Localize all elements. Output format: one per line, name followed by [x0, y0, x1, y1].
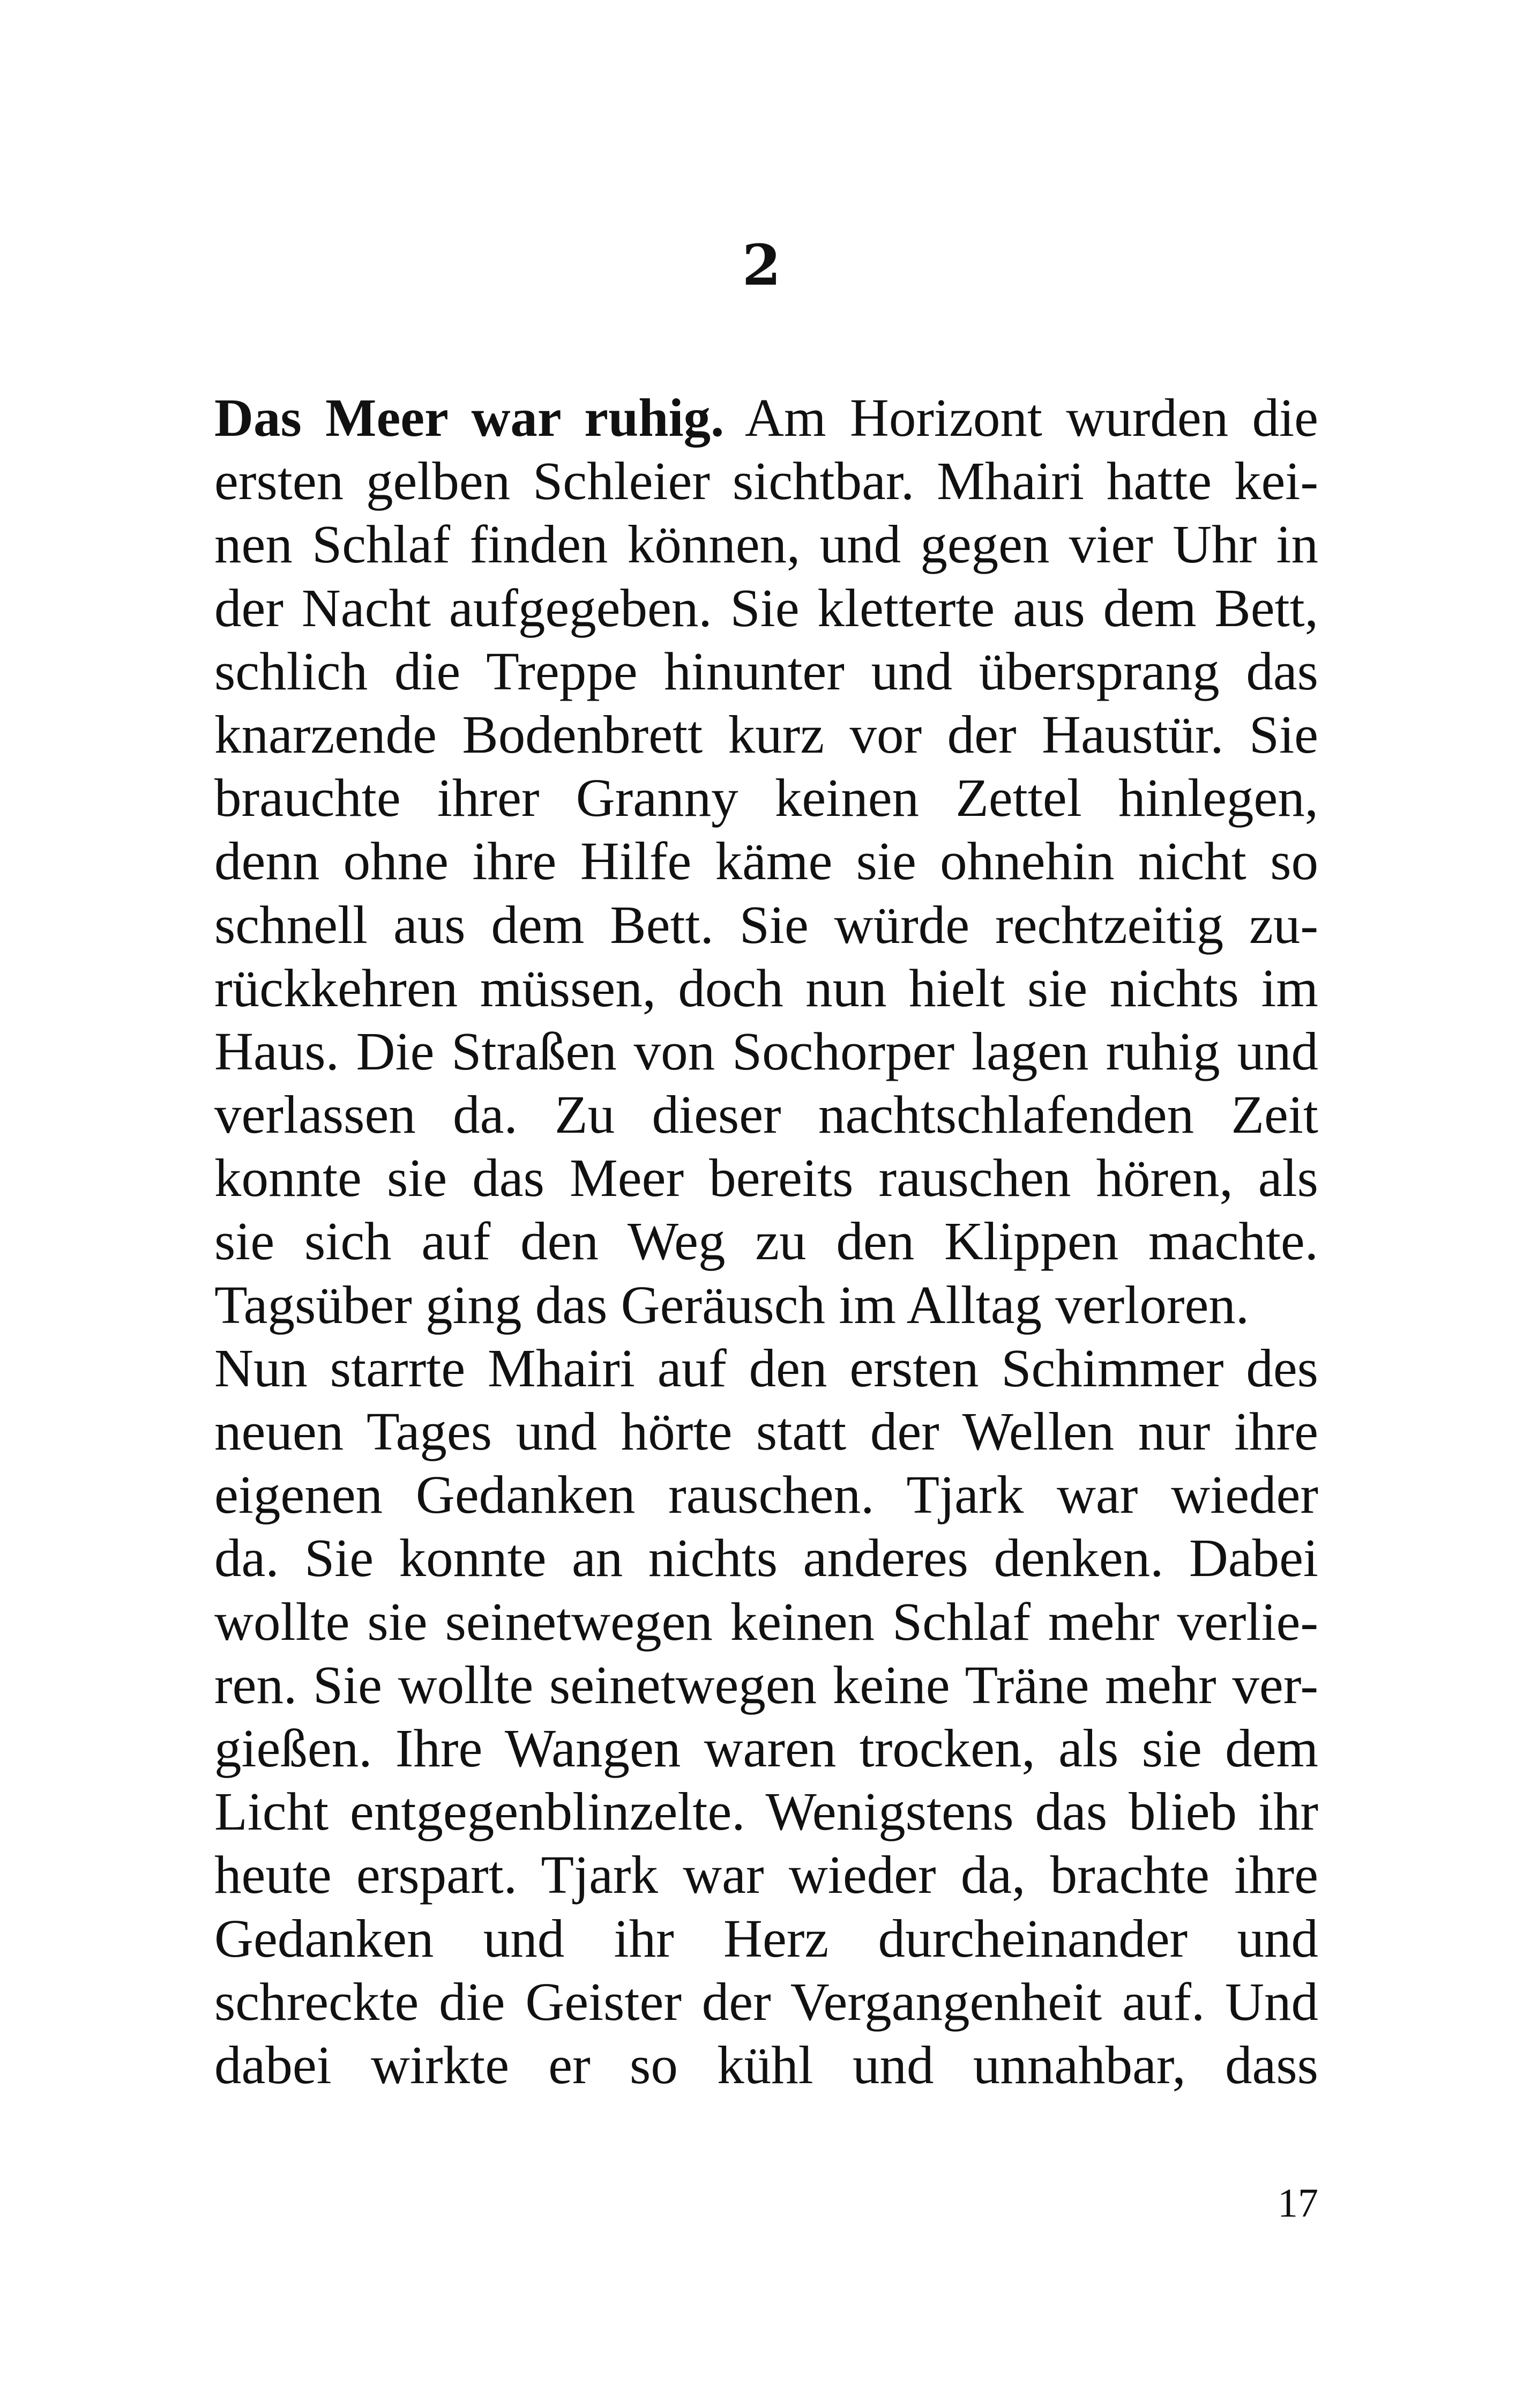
text-line: Licht entgegenblinzelte. Wenigstens das blieb ihr: [214, 1781, 1318, 1842]
page-number: 17: [1278, 2181, 1318, 2226]
text-line: konnte sie das Meer bereits rauschen hören, als: [214, 1148, 1318, 1208]
text-line: schreckte die Geister der Vergangenheit auf. Und: [214, 1971, 1318, 2032]
text-line: dabei wirkte er so kühl und unnahbar, dass: [214, 2034, 1318, 2095]
text-line: nen Schlaf finden können, und gegen vier Uhr in: [214, 514, 1318, 575]
text-line: neuen Tages und hörte statt der Wellen nur ihre: [214, 1401, 1318, 1461]
text-line: Tagsüber ging das Geräusch im Alltag verloren.: [214, 1274, 1250, 1335]
text-line: Haus. Die Straßen von Sochorper lagen ruhig und: [214, 1021, 1318, 1081]
first-line-text: Am Horizont wurden die: [724, 388, 1318, 448]
text-line: ersten gelben Schleier sichtbar. Mhairi hatte kei-: [214, 451, 1318, 511]
text-line: schlich die Treppe hinunter und übersprang das: [214, 641, 1318, 701]
text-line: gießen. Ihre Wangen waren trocken, als sie dem: [214, 1718, 1318, 1778]
text-line: knarzende Bodenbrett kurz vor der Haustür. Sie: [214, 704, 1318, 764]
text-line: rückkehren müssen, doch nun hielt sie nichts im: [214, 957, 1318, 1018]
text-line: verlassen da. Zu dieser nachtschlafenden Zeit: [214, 1084, 1318, 1145]
lead-in: Das Meer war ruhig.: [214, 388, 725, 448]
text-line: da. Sie konnte an nichts anderes denken. Dabei: [214, 1528, 1318, 1588]
text-line: eigenen Gedanken rauschen. Tjark war wieder: [214, 1465, 1318, 1525]
text-line: denn ohne ihre Hilfe käme sie ohnehin nicht so: [214, 831, 1318, 891]
text-line: der Nacht aufgegeben. Sie kletterte aus dem Bett,: [214, 577, 1318, 638]
text-line: [214, 386, 1318, 449]
chapter-body: [214, 386, 1318, 2097]
chapter-number: 2: [742, 232, 781, 298]
text-line: wollte sie seinetwegen keinen Schlaf mehr verlie-: [214, 1591, 1318, 1652]
text-line: brauchte ihrer Granny keinen Zettel hinlegen,: [214, 768, 1318, 828]
text-line: Gedanken und ihr Herz durcheinander und: [214, 1908, 1318, 1968]
text-line: sie sich auf den Weg zu den Klippen machte.: [214, 1211, 1318, 1272]
text-line: schnell aus dem Bett. Sie würde rechtzeitig zu-: [214, 894, 1318, 955]
text-line: ren. Sie wollte seinetwegen keine Träne mehr ver-: [214, 1654, 1318, 1715]
text-line: Nun starrte Mhairi auf den ersten Schimmer des: [214, 1337, 1318, 1398]
text-line: heute erspart. Tjark war wieder da, brachte ihre: [214, 1845, 1318, 1905]
